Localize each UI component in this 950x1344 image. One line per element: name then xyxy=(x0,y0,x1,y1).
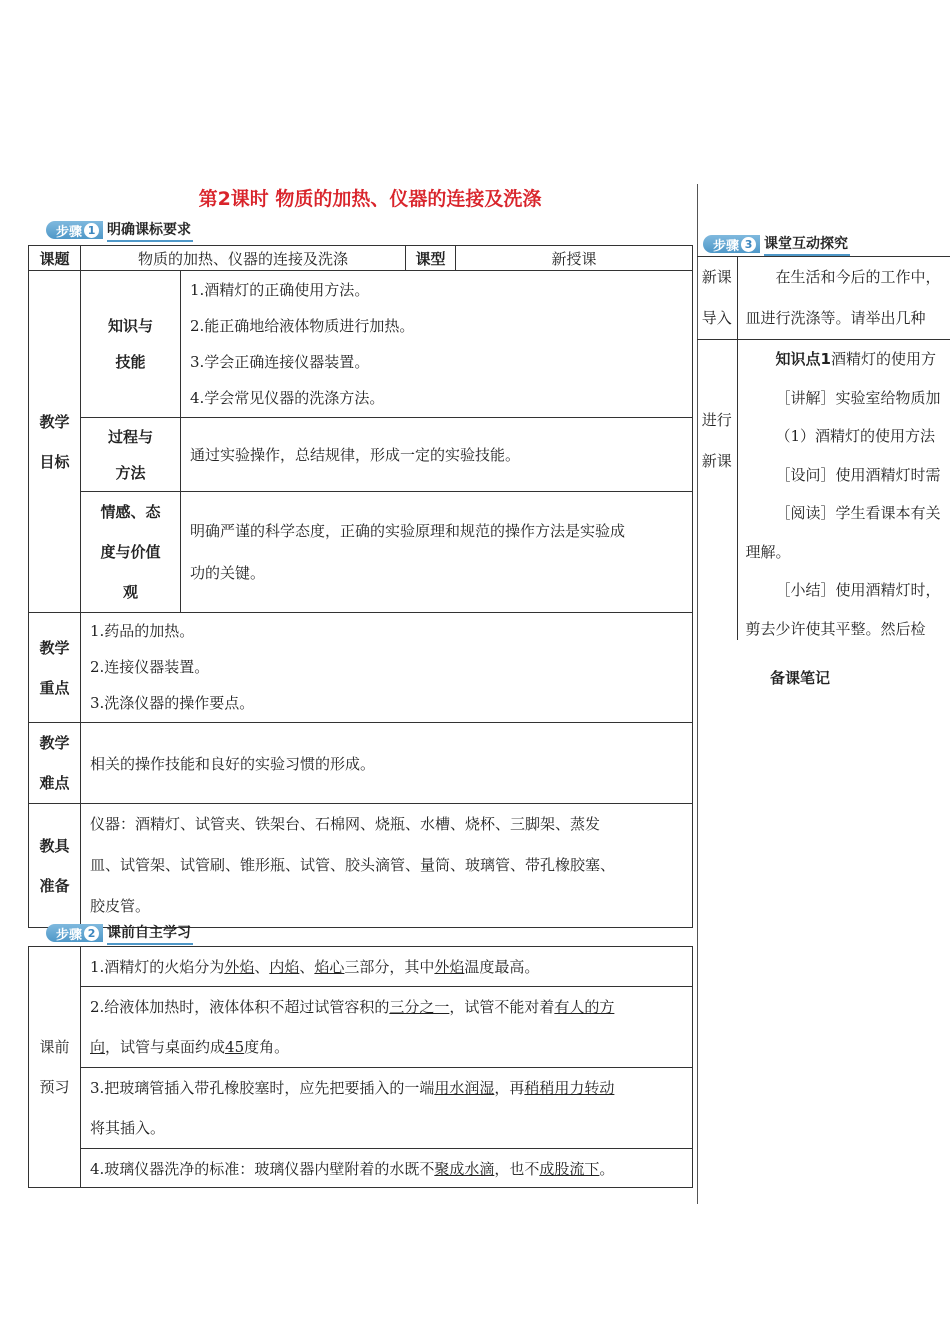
difficult-points-label: 教学 难点 xyxy=(29,723,81,804)
preview-label: 课前 预习 xyxy=(29,947,81,1188)
step-label: 步骤 xyxy=(56,927,83,943)
notes-label: 备课笔记 xyxy=(770,669,831,687)
preview-item-1: 1.酒精灯的火焰分为外焰、内焰、焰心三部分，其中外焰温度最高。 xyxy=(81,947,693,987)
knowledge-label: 知识与 技能 xyxy=(81,271,181,418)
step-1-header xyxy=(46,219,193,241)
knowledge-items xyxy=(181,271,693,418)
list-item: 1.药品的加热。 xyxy=(90,622,195,640)
list-item: 2.能正确地给液体物质进行加热。 xyxy=(190,317,415,335)
intro-label: 新课 导入 xyxy=(697,257,737,340)
topic-label: 课题 xyxy=(29,246,81,271)
preview-item-3: 3.把玻璃管插入带孔橡胶塞时，应先把要插入的一端用水润湿，再稍稍用力转动 将其插入。 xyxy=(81,1068,693,1149)
interactive-table xyxy=(697,256,950,640)
type-label: 课型 xyxy=(406,246,456,271)
process-label: 过程与 方法 xyxy=(81,418,181,492)
step-number-icon: 2 xyxy=(84,926,99,941)
type-value: 新授课 xyxy=(456,246,693,271)
new-lesson-text: 知识点1酒精灯的使用方 ［讲解］实验室给物质加 （1）酒精灯的使用方法 ［设问］使用酒精灯时需 ［阅读］学生看课本有关 理解。 ［小结］使用酒精灯时， 剪去少许使其平整。然后检 xyxy=(737,340,950,641)
tools-list: 仪器：酒精灯、试管夹、铁架台、石棉网、烧瓶、水槽、烧杯、三脚架、蒸发 皿、试管架、试管刷、锥形瓶、试管、胶头滴管、量筒、玻璃管、带孔橡胶塞、 胶皮管。 xyxy=(81,804,693,928)
preview-item-4: 4.玻璃仪器洗净的标准：玻璃仪器内壁附着的水既不聚成水滴，也不成股流下。 xyxy=(81,1149,693,1188)
step-title: 课堂互动探究 xyxy=(764,233,850,256)
step-label: 步骤 xyxy=(56,224,83,240)
preview-item-2: 2.给液体加热时，液体体积不超过试管容积的三分之一，试管不能对着有人的方 向，试管与桌面约成45度角。 xyxy=(81,987,693,1068)
step-3-header xyxy=(703,233,850,255)
goals-label: 教学 目标 xyxy=(29,271,81,613)
emotion-label: 情感、态 度与价值 观 xyxy=(81,492,181,613)
process-text: 通过实验操作，总结规律，形成一定的实验技能。 xyxy=(181,418,693,492)
list-item: 3.洗涤仪器的操作要点。 xyxy=(90,694,255,712)
step-label: 步骤 xyxy=(713,238,740,254)
difficult-points: 相关的操作技能和良好的实验习惯的形成。 xyxy=(81,723,693,804)
list-item: 4.学会常见仪器的洗涤方法。 xyxy=(190,389,385,407)
lesson-plan-table xyxy=(28,245,693,928)
list-item: 3.学会正确连接仪器装置。 xyxy=(190,353,370,371)
tools-label: 教具 准备 xyxy=(29,804,81,928)
preview-table xyxy=(28,946,693,1188)
topic-value: 物质的加热、仪器的连接及洗涤 xyxy=(81,246,406,271)
step-number-icon: 3 xyxy=(741,237,756,252)
step-number-icon: 1 xyxy=(84,223,99,238)
page-title: 第2课时 物质的加热、仪器的连接及洗涤 xyxy=(198,188,542,210)
list-item: 1.酒精灯的正确使用方法。 xyxy=(190,281,370,299)
step-title: 课前自主学习 xyxy=(107,922,193,945)
key-points xyxy=(81,613,693,723)
step-2-header xyxy=(46,922,193,944)
interactive-table-clip xyxy=(697,256,950,640)
step-title: 明确课标要求 xyxy=(107,219,193,242)
new-lesson-label: 进行 新课 xyxy=(697,340,737,641)
key-points-label: 教学 重点 xyxy=(29,613,81,723)
emotion-text: 明确严谨的科学态度，正确的实验原理和规范的操作方法是实验成 功的关键。 xyxy=(181,492,693,613)
intro-text: 在生活和今后的工作中， 皿进行洗涤等。请举出几种 xyxy=(737,257,950,340)
list-item: 2.连接仪器装置。 xyxy=(90,658,210,676)
